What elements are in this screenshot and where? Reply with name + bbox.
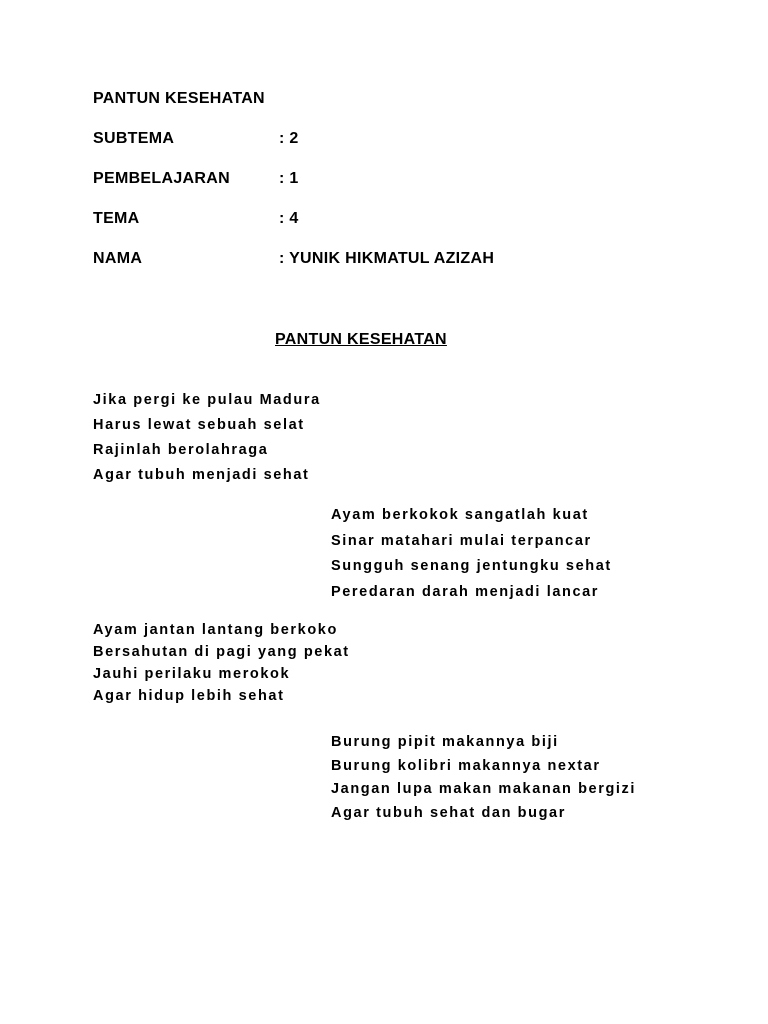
field-pembelajaran: [93, 169, 299, 189]
poem-line: Rajinlah berolahraga: [93, 442, 269, 458]
field-label: PEMBELAJARAN: [93, 170, 230, 187]
poem-line: Agar tubuh sehat dan bugar: [331, 804, 566, 821]
field-value: : YUNIK HIKMATUL AZIZAH: [279, 250, 495, 267]
field-tema: [93, 209, 299, 229]
field-value: : 2: [279, 130, 299, 147]
poem-line: Jika pergi ke pulau Madura: [93, 392, 321, 408]
stanza-4: [331, 733, 636, 827]
field-nama: [93, 249, 494, 269]
poem-line: Burung kolibri makannya nextar: [331, 757, 601, 774]
field-value: : 4: [279, 210, 299, 227]
poem-line: Sinar matahari mulai terpancar: [331, 532, 592, 549]
section-title: PANTUN KESEHATAN: [275, 331, 447, 348]
poem-line: Bersahutan di pagi yang pekat: [93, 644, 350, 660]
field-label: SUBTEMA: [93, 130, 175, 147]
stanza-3: [93, 621, 350, 709]
stanza-2: [331, 506, 612, 608]
poem-line: Peredaran darah menjadi lancar: [331, 583, 600, 600]
poem-line: Harus lewat sebuah selat: [93, 417, 305, 433]
field-label: NAMA: [93, 250, 143, 267]
poem-line: Sungguh senang jentungku sehat: [331, 558, 612, 574]
field-subtema: [93, 129, 299, 149]
poem-line: Agar hidup lebih sehat: [93, 688, 285, 704]
poem-line: Jauhi perilaku merokok: [93, 666, 291, 682]
poem-line: Agar tubuh menjadi sehat: [93, 467, 310, 483]
field-label: TEMA: [93, 210, 140, 227]
document-title: PANTUN KESEHATAN: [93, 90, 265, 107]
poem-line: Ayam jantan lantang berkoko: [93, 622, 338, 638]
stanza-1: [93, 391, 321, 491]
field-value: : 1: [279, 170, 299, 187]
poem-line: Ayam berkokok sangatlah kuat: [331, 507, 589, 523]
poem-line: Burung pipit makannya biji: [331, 734, 559, 750]
poem-line: Jangan lupa makan makanan bergizi: [331, 781, 637, 797]
